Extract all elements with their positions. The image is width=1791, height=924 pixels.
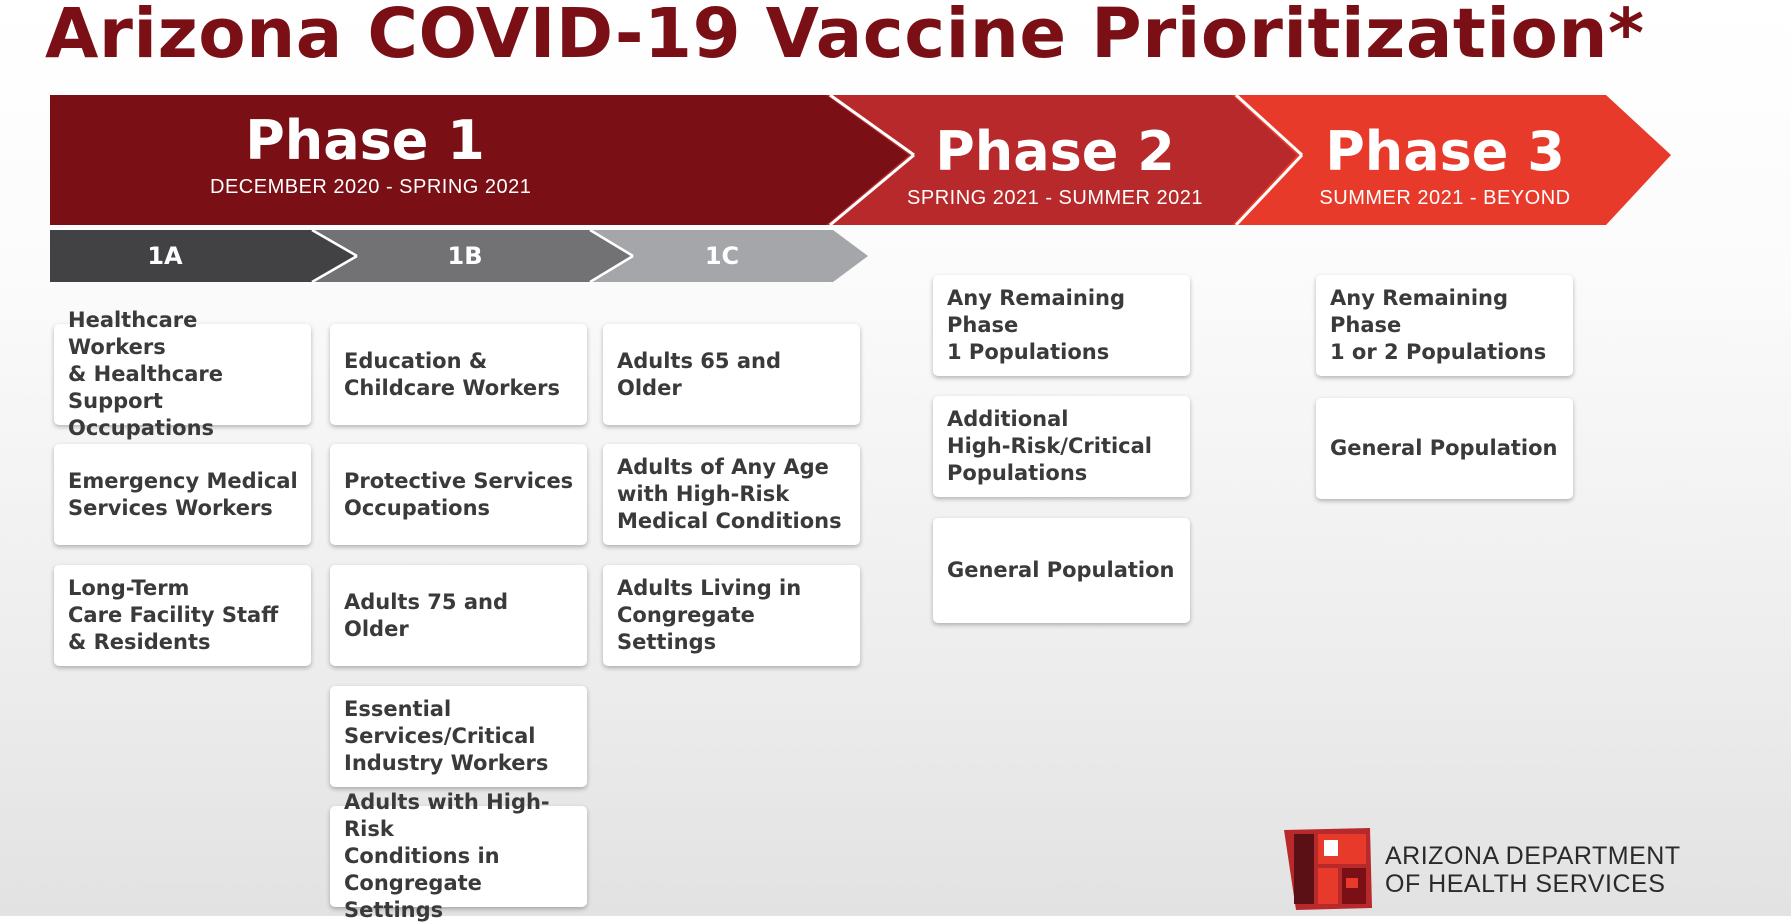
card-1b-essential-services: Essential Services/Critical Industry Workers [330, 686, 587, 787]
card-1c-congregate-settings: Adults Living in Congregate Settings [603, 565, 860, 666]
card-1c-adults-65: Adults 65 and Older [603, 324, 860, 425]
card-1b-adults-75: Adults 75 and Older [330, 565, 587, 666]
card-phase2-remaining-phase1: Any Remaining Phase 1 Populations [933, 275, 1190, 376]
phase-3-name: Phase 3 [1325, 120, 1565, 183]
phase-3-dates: SUMMER 2021 - BEYOND [1319, 186, 1571, 209]
card-1b-congregate-high-risk: Adults with High-Risk Conditions in Congregate Settings [330, 806, 587, 907]
card-1b-education-childcare: Education & Childcare Workers [330, 324, 587, 425]
card-1a-healthcare-workers: Healthcare Workers & Healthcare Support Occupations [54, 324, 311, 425]
subphase-1b-label: 1B [447, 242, 483, 270]
card-1a-ems-workers: Emergency Medical Services Workers [54, 444, 311, 545]
card-phase3-general-population: General Population [1316, 398, 1573, 499]
phase-1-header [210, 109, 532, 199]
card-1a-long-term-care: Long-Term Care Facility Staff & Residents [54, 565, 311, 666]
card-1c-high-risk-conditions: Adults of Any Age with High-Risk Medical Conditions [603, 444, 860, 545]
page-title: Arizona COVID-19 Vaccine Prioritization* [45, 0, 1645, 74]
card-1b-protective-services: Protective Services Occupations [330, 444, 587, 545]
phase-1-name: Phase 1 [245, 109, 485, 172]
adhs-logo-text: ARIZONA DEPARTMENT OF HEALTH SERVICES [1385, 842, 1681, 898]
phase-2-header [905, 120, 1205, 210]
phase-1-dates: DECEMBER 2020 - SPRING 2021 [210, 175, 532, 198]
subphase-1c-label: 1C [704, 242, 740, 270]
subphase-1a-label: 1A [147, 242, 183, 270]
card-phase3-remaining-phase1-2: Any Remaining Phase 1 or 2 Populations [1316, 275, 1573, 376]
phase-3-header [1310, 120, 1580, 210]
card-phase2-general-population: General Population [933, 518, 1190, 623]
subphase-1a-arrow [50, 230, 357, 282]
adhs-logo-icon [1284, 828, 1374, 910]
phase-2-name: Phase 2 [935, 120, 1175, 183]
phase-2-dates: SPRING 2021 - SUMMER 2021 [907, 186, 1203, 209]
card-phase2-additional-high-risk: Additional High-Risk/Critical Populations [933, 396, 1190, 497]
